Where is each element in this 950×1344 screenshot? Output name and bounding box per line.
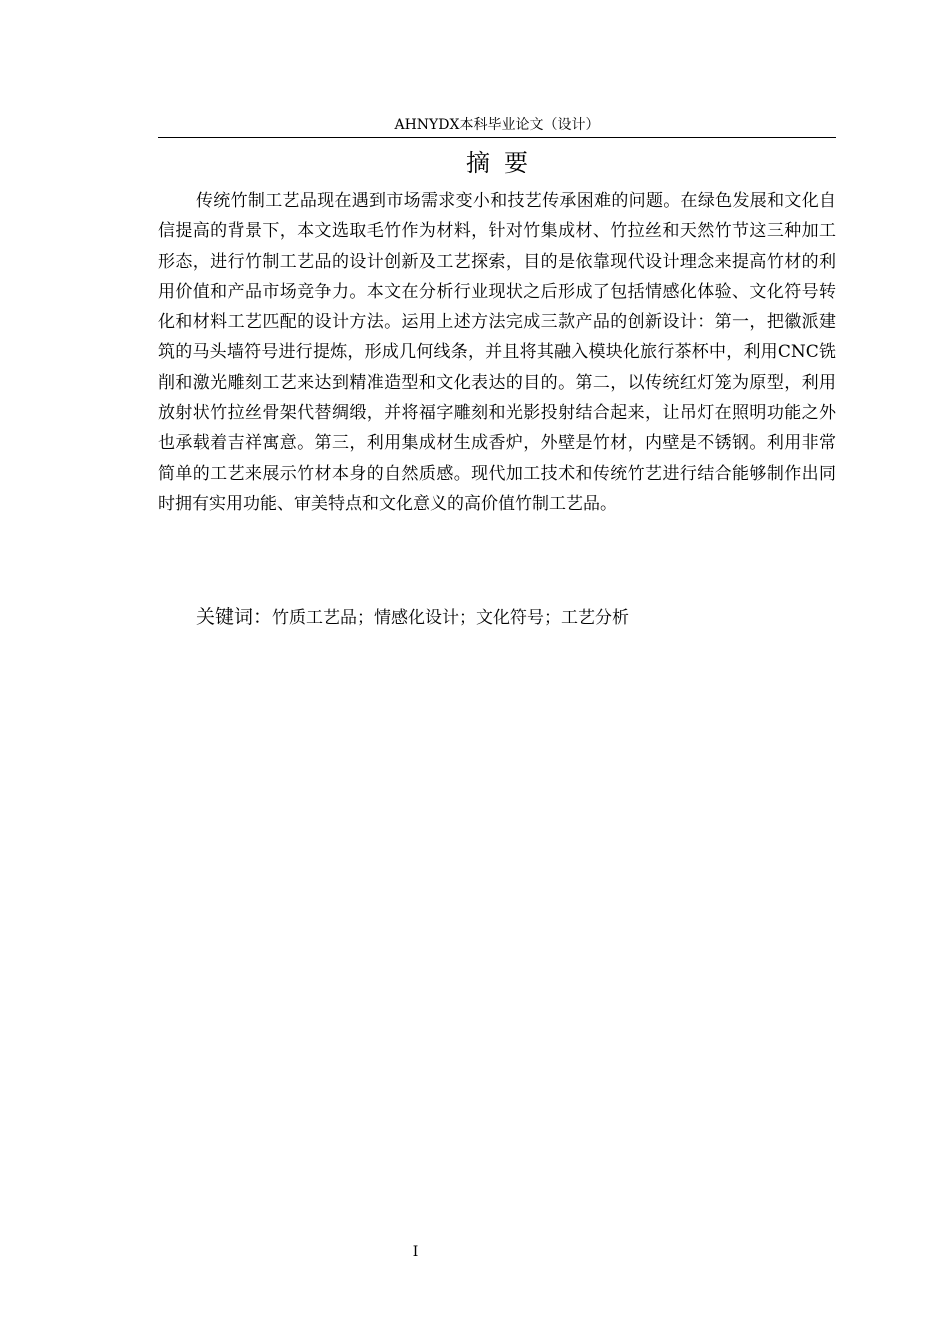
abstract-body: 传统竹制工艺品现在遇到市场需求变小和技艺传承困难的问题。在绿色发展和文化自信提高的背景下，本文选取毛竹作为材料，针对竹集成材、竹拉丝和天然竹节这三种加工形态，进行竹制工艺品的设计创新及工艺探索，目的是依靠现代设计理念来提高竹材的利用价值和产品市场竞争力。本文在分析行业现状之后形成了包括情感化体验、文化符号转化和材料工艺匹配的设计方法。运用上述方法完成三款产品的创新设计：第一，把徽派建筑的马头墙符号进行提炼，形成几何线条，并且将其融入模块化旅行茶杯中，利用CNC铣削和激光雕刻工艺来达到精准造型和文化表达的目的。第二，以传统红灯笼为原型，利用放射状竹拉丝骨架代替绸缎，并将福字雕刻和光影投射结合起来，让吊灯在照明功能之外也承载着吉祥寓意。第三，利用集成材生成香炉，外壁是竹材，内壁是不锈钢。利用非常简单的工艺来展示竹材本身的自然质感。现代加工技术和传统竹艺进行结合能够制作出同时拥有实用功能、审美特点和文化意义的高价值竹制工艺品。 <box>158 191 836 514</box>
keywords-text: 竹质工艺品；情感化设计；文化符号；工艺分析 <box>272 608 630 628</box>
keywords-label: 关键词： <box>196 606 273 628</box>
abstract-title: 摘要 <box>466 149 542 177</box>
page-number: I <box>412 1244 419 1260</box>
running-header: AHNYDX本科毕业论文（设计） <box>394 117 600 133</box>
header-rule <box>158 137 836 138</box>
keywords-line <box>196 602 836 633</box>
